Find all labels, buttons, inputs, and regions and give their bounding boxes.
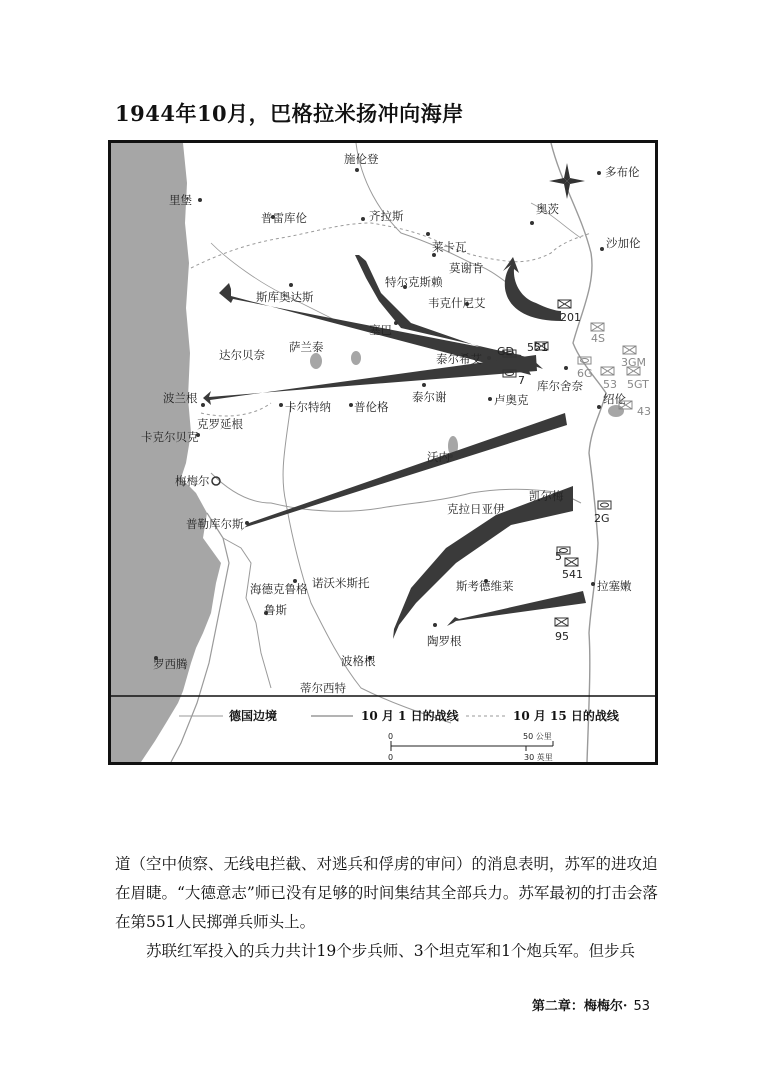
lake	[608, 405, 624, 417]
place-label: 普雷库伦	[261, 211, 307, 225]
city-dots	[154, 168, 604, 660]
legend-oct1-label: 10 月 1 日的战线	[361, 709, 459, 723]
place-label: 波兰根	[163, 391, 198, 405]
place-label: 施伦登	[344, 152, 379, 166]
place-label: 海德克鲁格	[250, 582, 308, 596]
place-label: 蒂尔西特	[300, 681, 346, 695]
place-label: 里堡	[169, 193, 192, 207]
map-canvas	[111, 143, 655, 762]
scale-km: 50 公里	[523, 732, 552, 741]
place-label: 斯考德维莱	[456, 579, 514, 593]
page-number: 53	[633, 999, 650, 1014]
place-label: 库尔舍奈	[537, 379, 583, 393]
place-label: 塞巴	[369, 323, 392, 337]
scale-zero: 0	[388, 732, 394, 741]
unit-label: GD	[497, 345, 514, 358]
place-label: 沃内	[427, 450, 450, 464]
chapter-label: 第二章：梅梅尔·	[531, 999, 628, 1014]
scale-bar	[391, 741, 553, 751]
lake	[310, 353, 322, 369]
unit-label: 7	[518, 374, 525, 387]
body-paragraph: 道（空中侦察、无线电拦截、对逃兵和俘虏的审问）的消息表明，苏军的进攻迫在眉睫。“大德意志”师已没有足够的时间集结其全部兵力。苏军最初的打击会落在第551人民掷弹兵师头上。	[115, 855, 658, 931]
place-label: 达尔贝奈	[219, 348, 265, 362]
place-label: 梅梅尔	[175, 474, 210, 488]
place-label: 卡尔特纳	[285, 400, 331, 414]
place-label: 普伦格	[354, 400, 389, 414]
place-label: 奥茨	[536, 202, 559, 216]
unit-label: 551	[527, 341, 548, 354]
attack-arrow	[447, 591, 586, 626]
place-label: 卡克尔贝克	[141, 430, 199, 444]
place-label: 波格根	[341, 654, 376, 668]
unit-label: 541	[562, 568, 583, 581]
attack-arrow	[203, 355, 537, 405]
unit-label: 2G	[594, 512, 610, 525]
unit-label: 4S	[591, 332, 605, 345]
place-label: 陶罗根	[427, 634, 462, 648]
unit-label: 6G	[577, 367, 593, 380]
page-footer	[532, 995, 650, 1014]
legend-oct15-label: 10 月 15 日的战线	[513, 709, 619, 723]
map-frame	[108, 140, 658, 765]
unit-label: 53	[603, 378, 617, 391]
scale-miles: 30 英里	[524, 753, 553, 762]
compass-rose	[549, 163, 585, 199]
lake	[351, 351, 361, 365]
map-title: 1944年10月，巴格拉米扬冲向海岸	[115, 101, 464, 126]
unit-label: 43	[637, 405, 651, 418]
front-line-oct15	[191, 223, 591, 268]
place-label: 克罗延根	[197, 417, 243, 431]
attack-arrow	[503, 257, 561, 321]
unit-label: 201	[560, 311, 581, 324]
place-label: 斯库奥达斯	[256, 290, 314, 304]
place-label: 泰尔谢	[412, 390, 447, 404]
place-label: 齐拉斯	[369, 209, 404, 223]
place-label: 卢奥克	[494, 393, 529, 407]
place-label: 萨兰泰	[289, 340, 324, 354]
unit-label: 95	[555, 630, 569, 643]
body-paragraph: 苏联红军投入的兵力共计19个步兵师、3个坦克军和1个炮兵军。但步兵	[146, 942, 635, 960]
place-label: 莫谢肯	[449, 261, 484, 275]
place-label: 鲁斯	[264, 603, 287, 617]
legend-border-label: 德国边境	[229, 709, 278, 723]
unit-label: 5	[555, 550, 562, 563]
place-label: 莱卡瓦	[432, 240, 467, 254]
place-label: 罗西腾	[153, 657, 188, 671]
place-label: 诺沃米斯托	[312, 576, 370, 590]
place-label: 拉塞嫩	[597, 579, 632, 593]
place-label: 韦克什尼艾	[428, 296, 486, 310]
place-label: 多布伦	[605, 165, 640, 179]
place-label: 普勒库尔斯	[186, 517, 244, 531]
place-label: 克拉日亚伊	[447, 502, 505, 516]
place-label: 沙加伦	[606, 236, 641, 250]
river	[283, 403, 451, 723]
front-line-oct15	[201, 403, 271, 416]
place-label: 特尔克斯赖	[385, 275, 443, 289]
place-label: 凯尔梅	[529, 489, 564, 503]
unit-label: 5GT	[627, 378, 649, 391]
place-label: 泰尔希艾	[436, 352, 482, 366]
scale-zero: 0	[388, 753, 394, 762]
place-label: 绍伦	[603, 392, 626, 406]
unit-label: 3GM	[621, 356, 647, 369]
river	[211, 243, 341, 323]
